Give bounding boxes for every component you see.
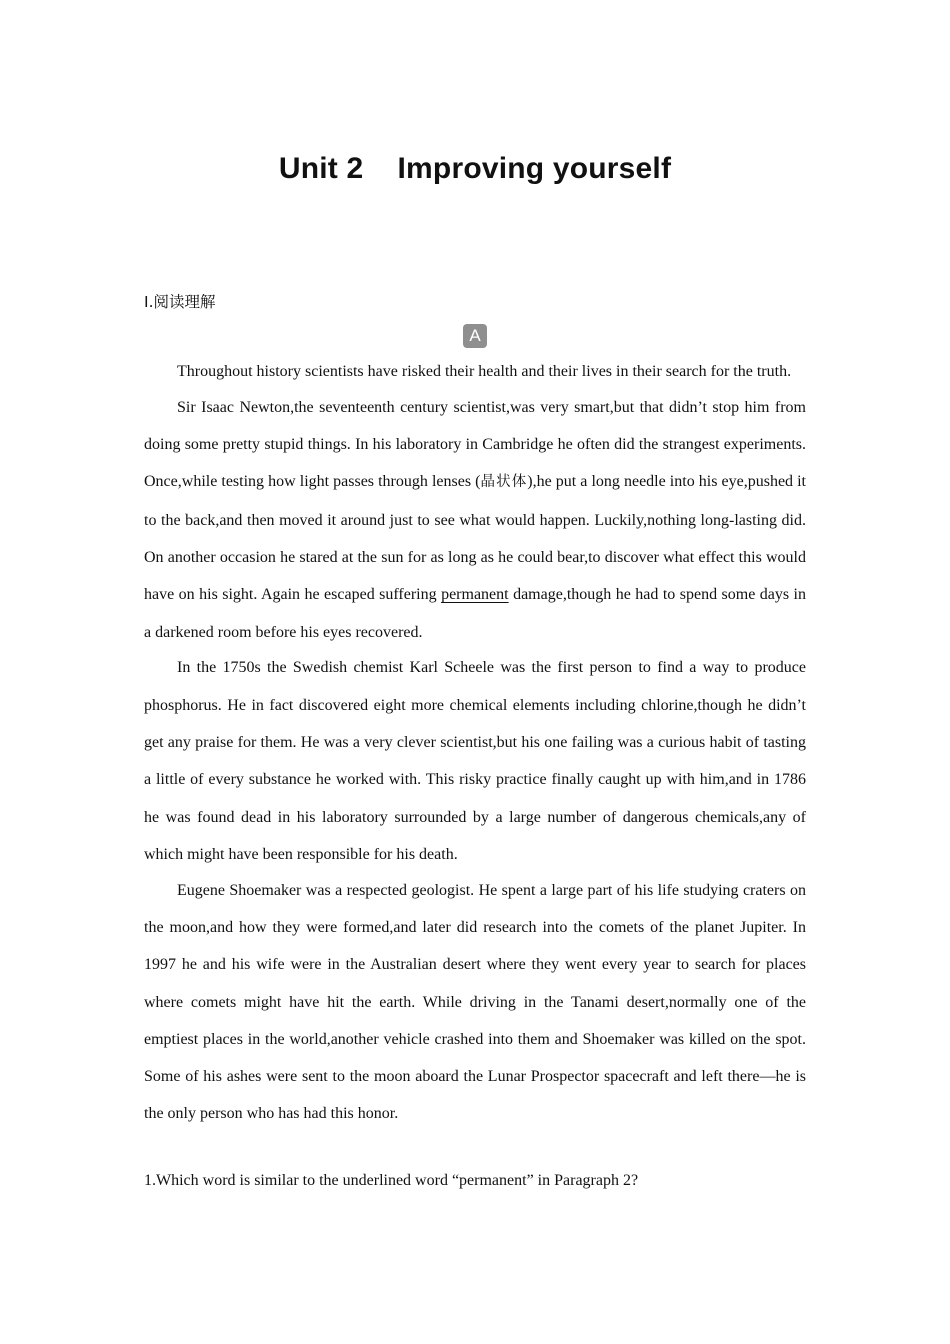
question-1: 1.Which word is similar to the underlined word “permanent” in Paragraph 2? [144,1172,639,1189]
paragraph-2-gloss: 晶状体 [480,474,528,491]
passage-label-badge: A [463,324,487,348]
paragraph-2-text-c: damage,though he had to spend some days in a darkened room before his eyes recovered. [144,586,806,641]
paragraph-2 [144,389,806,651]
paragraph-2-text-a: Sir Isaac Newton,the seventeenth century scientist,was very smart,but that didn’t stop him from doing some pretty stupid things. In his laboratory in Cambridge he often did the strangest experiments. Once,while testing how light passes through lenses ( [144,398,806,491]
paragraph-4: Eugene Shoemaker was a respected geologist. He spent a large part of his life studying craters on the moon,and how they were formed,and later did research into the comets of the planet Jupiter. In 1997 he and his wife were in the Australian desert where they went every year to search for places where comets might have hit the earth. While driving in the Tanami desert,normally one of the emptiest places in the world,another vehicle crashed into them and Shoemaker was killed on the spot. Some of his ashes were sent to the moon aboard the Lunar Prospector spacecraft and left there—he is the only person who has had this honor. [144,881,806,1123]
reading-passage [144,353,806,1131]
paragraph-1: Throughout history scientists have risked their health and their lives in their search for the truth. [177,363,792,380]
paragraph-2-text-b: ),he put a long needle into his eye,pushed it to the back,and then moved it around just to see what would happen. Luckily,nothing long-lasting did. On another occasion he stared at the sun for as long as he could bear,to discover what effect this would have on his sight. Again he escaped suffering [144,473,807,604]
paragraph-3: In the 1750s the Swedish chemist Karl Scheele was the first person to find a way to produce phosphorus. He in fact discovered eight more chemical elements including chlorine,though he didn’t get any praise for them. He was a very clever scientist,but his one failing was a curious habit of tasting a little of every substance he worked with. This risky practice finally caught up with him,and in 1786 he was found dead in his laboratory surrounded by a large number of dangerous chemicals,any of which might have been responsible for his death. [144,659,806,863]
underlined-word: permanent [441,586,509,604]
unit-title: Unit 2 Improving yourself [278,152,672,185]
section-heading: Ⅰ.阅读理解 [144,293,216,311]
